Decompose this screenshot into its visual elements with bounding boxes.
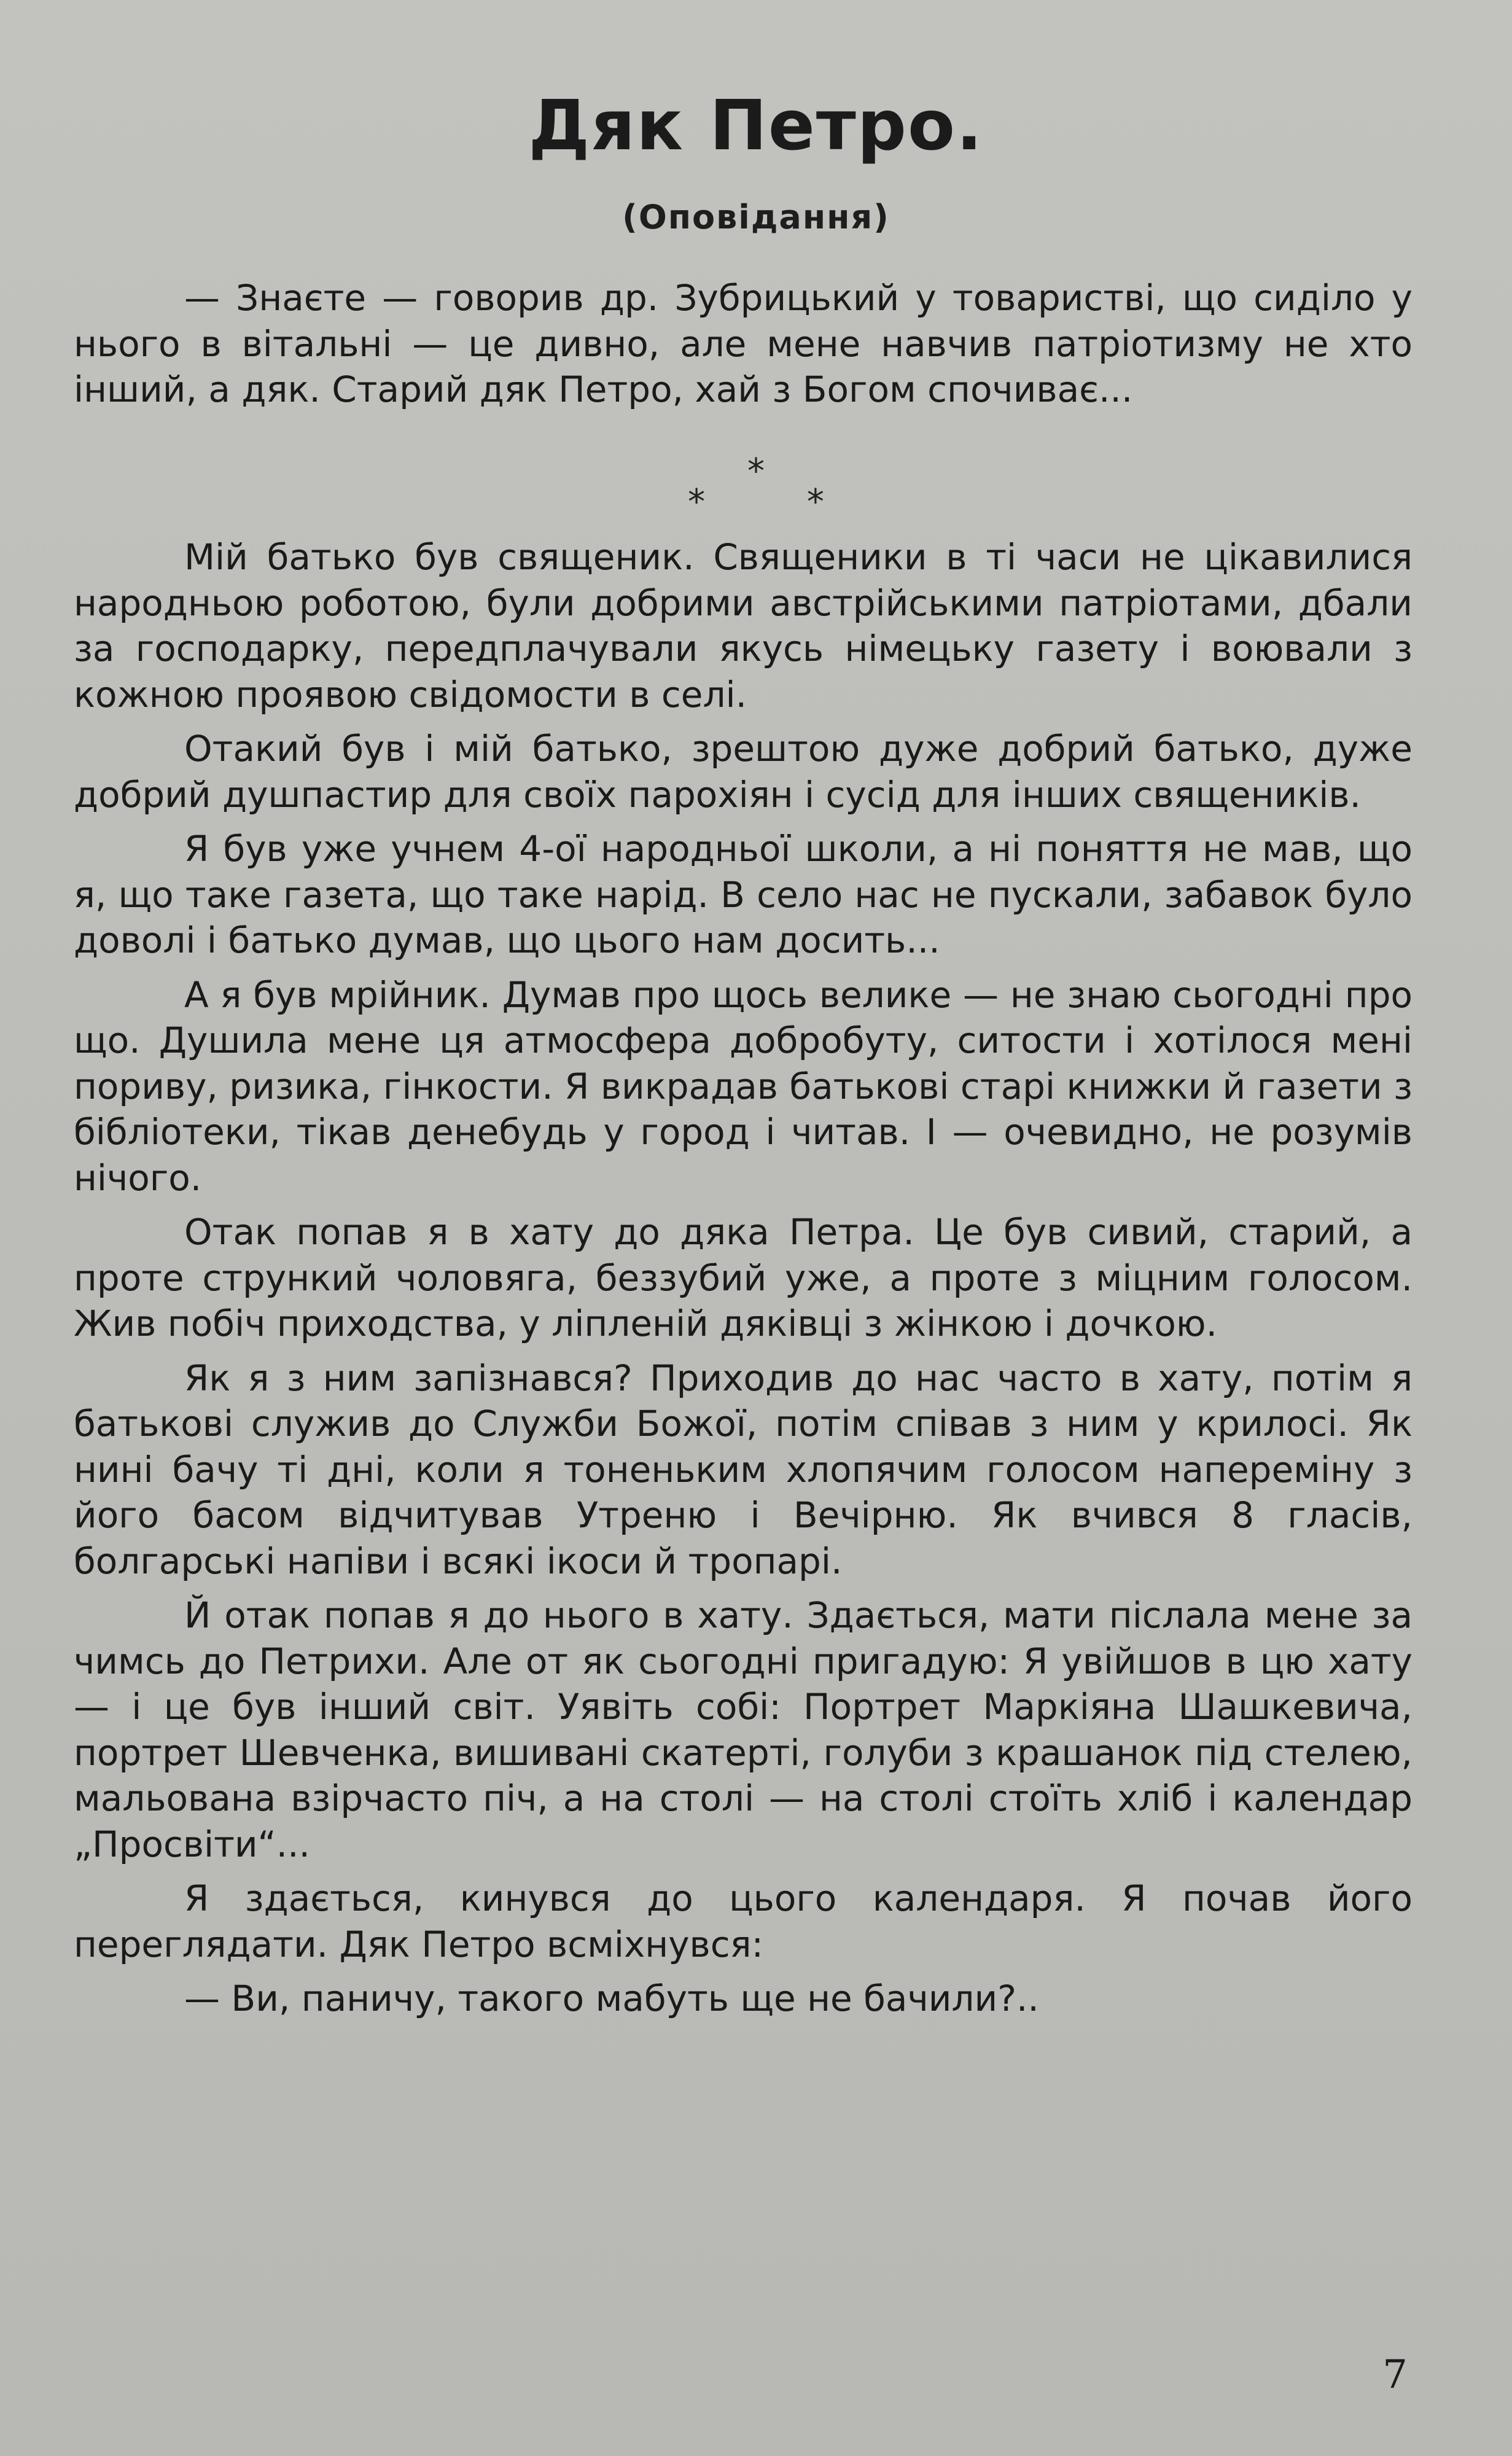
- intro-paragraph: — Знаєте — говорив др. Зубрицький у товаристві, що сиділо у нього в вітальні — це дивно, але мене навчив патріотизму не хто інший, а дяк. Старий дяк Петро, хай з Богом спочиває...: [74, 277, 1413, 410]
- paragraph: Як я з ним запізнався? Приходив до нас часто в хату, потім я батькові служив до Служби Божої, потім співав з ним у крилосі. Як нині бачу ті дні, коли я тоненьким хлопячим голосом напереміну з його басом відчитував Утреню і Вечірню. Як вчився 8 гласів, болгарські напіви і всякі ікоси й тропарі.: [74, 1357, 1413, 1582]
- page-number: 7: [1382, 2352, 1408, 2398]
- intro-block: [74, 275, 1413, 413]
- paragraph: Мій батько був священик. Священики в ті часи не цікавилися народньою роботою, були добрими австрійськими патріотами, дбали за господарку, передплачували якусь німецьку газету і воювали з кожною проявою свідомости в селі.: [74, 536, 1413, 715]
- story-title: Дяк Петро.: [528, 86, 984, 166]
- section-separator-row: [0, 482, 1512, 522]
- paragraph: Отакий був і мій батько, зрештою дуже добрий батько, дуже добрий душпастир для своїх парохіян і сусід для інших священиків.: [74, 728, 1413, 816]
- paragraph: Я здається, кинувся до цього календаря. Я почав його переглядати. Дяк Петро всміхнувся:: [74, 1877, 1413, 1965]
- story-subtitle: (Оповідання): [622, 198, 890, 236]
- separator-star-top: *: [746, 451, 766, 491]
- paragraph: Й отак попав я до нього в хату. Здається, мати післала мене за чимсь до Петрихи. Але от як сьогодні пригадую: Я увійшов в цю хату — і це був інший світ. Уявіть собі: Портрет Маркіяна Шашкевича, портрет Шевченка, вишивані скатерті, голуби з крашанок під стелею, мальована взірчасто піч, а на столі — на столі стоїть хліб і календар „Просвіти“...: [74, 1594, 1413, 1865]
- paragraph: — Ви, паничу, такого мабуть ще не бачили?..: [184, 1978, 1039, 2019]
- paragraph: Я був уже учнем 4-ої народньої школи, а ні поняття не мав, що я, що таке газета, що таке нарід. В село нас не пускали, забавок було доволі і батько думав, що цього нам досить...: [74, 828, 1413, 961]
- separator-star-left: *: [686, 482, 707, 522]
- paragraph: А я був мрійник. Думав про щось велике — не знаю сьогодні про що. Душила мене ця атмосфера добробуту, ситости і хотілося мені пориву, ризика, гінкости. Я викрадав батькові старі книжки й газети з бібліотеки, тікав денебудь у город і читав. І — очевидно, не розумів нічого.: [74, 973, 1413, 1199]
- story-body: [74, 534, 1413, 2030]
- separator-star-right: *: [805, 482, 826, 522]
- paragraph: Отак попав я в хату до дяка Петра. Це був сивий, старий, а проте стрункий чоловяга, беззубий уже, а проте з міцним голосом. Жив побіч приходства, у ліпленій дяківці з жінкою і дочкою.: [74, 1211, 1413, 1344]
